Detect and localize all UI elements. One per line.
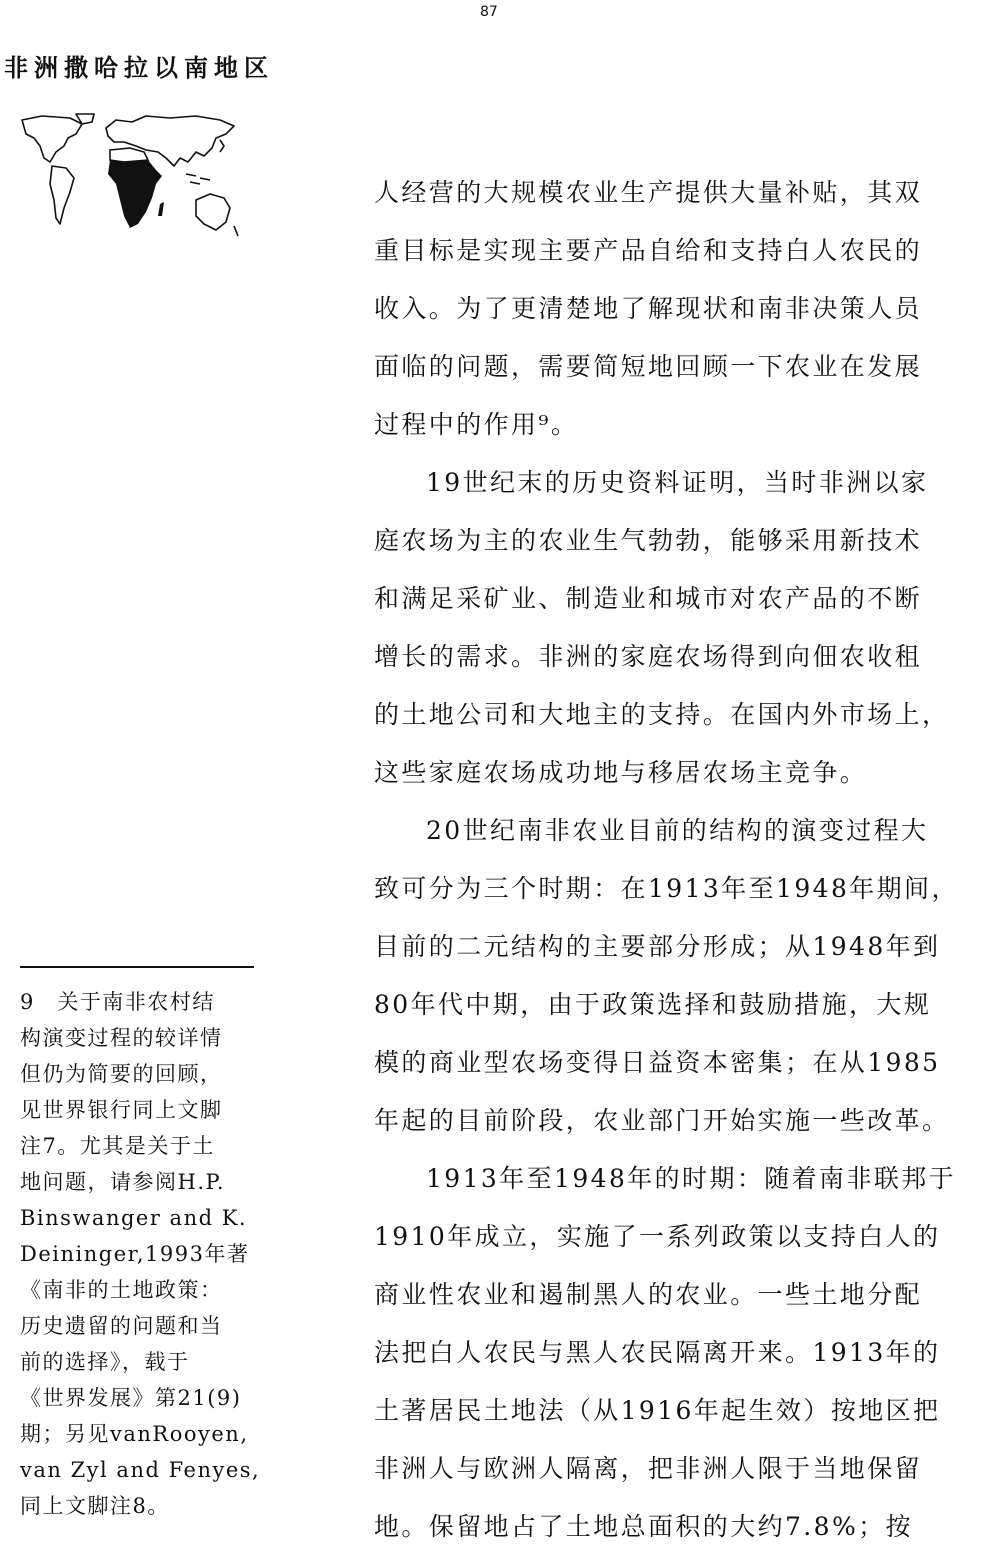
text-line: 法把白人农民与黑人农民隔离开来。1913年的 — [374, 1338, 941, 1367]
footnote-line: 《世界发展》第21(9) — [20, 1386, 242, 1410]
text-line: 过程中的作用⁹。 — [374, 410, 579, 439]
text-line: 庭农场为主的农业生气勃勃，能够采用新技术 — [374, 526, 923, 555]
text-line: 1910年成立，实施了一系列政策以支持白人的 — [374, 1222, 941, 1251]
new-zealand-outline — [234, 226, 238, 236]
text-line: 的土地公司和大地主的支持。在国内外市场上， — [374, 700, 950, 729]
japan-outline — [220, 140, 224, 152]
footnote-line: 9 关于南非农村结 — [20, 990, 215, 1014]
text-line: 商业性农业和遏制黑人的农业。一些土地分配 — [374, 1280, 923, 1309]
footnote-line: Binswanger and K. — [20, 1206, 248, 1230]
text-line: 20世纪南非农业目前的结构的演变过程大 — [426, 816, 929, 845]
footnote-line: 见世界银行同上文脚 — [20, 1098, 223, 1122]
text-line: 80年代中期，由于政策选择和鼓励措施，大规 — [374, 990, 932, 1019]
page-number: 87 — [480, 4, 498, 20]
footnote-line: 同上文脚注8。 — [20, 1494, 170, 1518]
footnote-line: 注7。尤其是关于土 — [20, 1134, 215, 1158]
sub-saharan-africa-shape — [108, 160, 162, 228]
text-line: 19世纪末的历史资料证明，当时非洲以家 — [426, 468, 929, 497]
footnote-line: 但仍为简要的回顾， — [20, 1062, 223, 1086]
south-america-outline — [50, 166, 74, 224]
footnote-line: 构演变过程的较详情 — [20, 1026, 223, 1050]
footnote-line: 地问题，请参阅H.P. — [20, 1170, 226, 1194]
text-line: 1913年至1948年的时期：随着南非联邦于 — [426, 1164, 957, 1193]
world-map-icon — [20, 112, 242, 244]
africa-north-outline — [110, 148, 148, 162]
footnote-line: 历史遗留的问题和当 — [20, 1314, 223, 1338]
text-line: 致可分为三个时期：在1913年至1948年期间， — [374, 874, 959, 903]
text-line: 重目标是实现主要产品自给和支持白人农民的 — [374, 236, 923, 265]
text-line: 年起的目前阶段，农业部门开始实施一些改革。 — [374, 1106, 950, 1135]
text-line: 面临的问题，需要简短地回顾一下农业在发展 — [374, 352, 923, 381]
footnote — [20, 984, 290, 1524]
text-line: 收入。为了更清楚地了解现状和南非决策人员 — [374, 294, 923, 323]
footnote-line: 期；另见vanRooyen, — [20, 1422, 249, 1446]
australia-outline — [196, 194, 230, 230]
main-text — [374, 164, 964, 1556]
madagascar-shape — [158, 202, 164, 216]
text-line: 地。保留地占了土地总面积的大约7.8%；按 — [374, 1512, 913, 1541]
text-line: 土著居民土地法（从1916年起生效）按地区把 — [374, 1396, 941, 1425]
text-line: 目前的二元结构的主要部分形成；从1948年到 — [374, 932, 941, 961]
section-title: 非洲撒哈拉以南地区 — [4, 53, 274, 82]
footnote-line: 《南非的土地政策： — [20, 1278, 223, 1302]
footnote-line: van Zyl and Fenyes, — [20, 1458, 261, 1482]
north-america-outline — [22, 116, 82, 162]
eurasia-outline — [106, 116, 234, 166]
footnote-line: 前的选择》，载于 — [20, 1350, 190, 1374]
indonesia-outline — [186, 174, 210, 184]
text-line: 人经营的大规模农业生产提供大量补贴，其双 — [374, 178, 923, 207]
text-line: 这些家庭农场成功地与移居农场主竞争。 — [374, 758, 868, 787]
text-line: 非洲人与欧洲人隔离，把非洲人限于当地保留 — [374, 1454, 923, 1483]
text-line: 和满足采矿业、制造业和城市对农产品的不断 — [374, 584, 923, 613]
text-line: 模的商业型农场变得日益资本密集；在从1985 — [374, 1048, 941, 1077]
footnote-divider — [20, 966, 254, 968]
footnote-line: Deininger,1993年著 — [20, 1242, 250, 1266]
text-line: 增长的需求。非洲的家庭农场得到向佃农收租 — [374, 642, 923, 671]
